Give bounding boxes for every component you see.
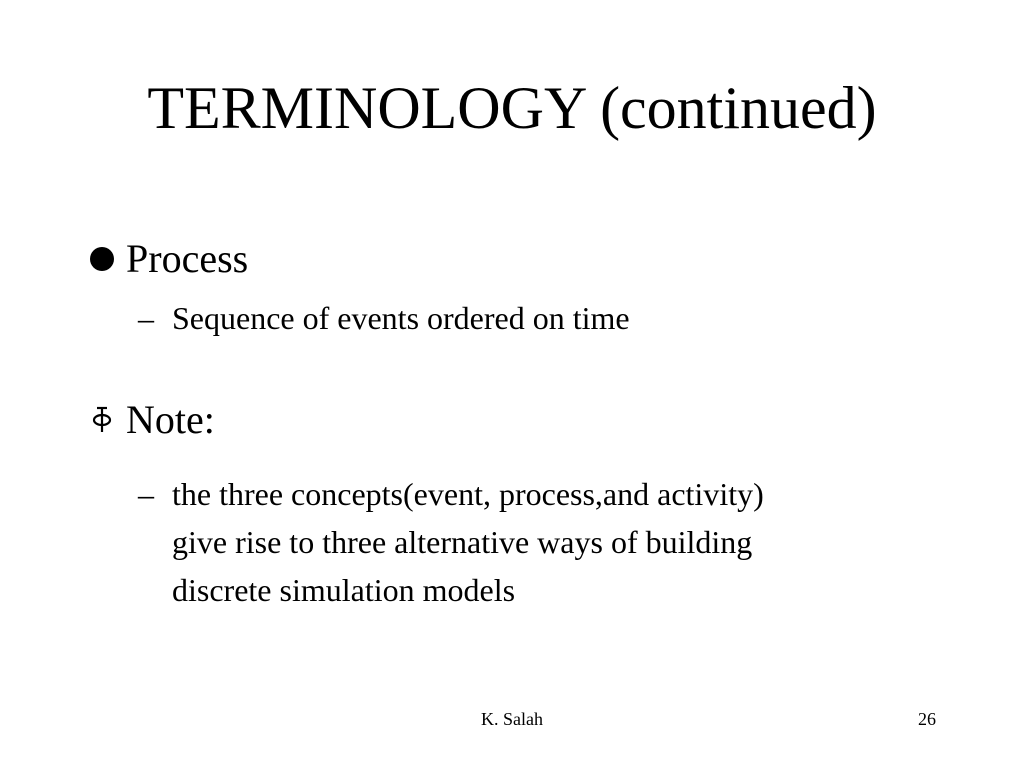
- bullet-label: Note:: [126, 397, 215, 442]
- subitem-process-definition: [138, 294, 630, 342]
- bullet-note: [90, 397, 215, 443]
- subitem-text: the three concepts(event, process,and activity): [172, 476, 764, 512]
- bullet-process: [90, 236, 248, 282]
- bullet-label: Process: [126, 236, 249, 281]
- slide-title: TERMINOLOGY (continued): [147, 75, 877, 141]
- subitem-line: [138, 294, 630, 342]
- footer-author: K. Salah: [481, 709, 543, 729]
- subitem-text: discrete simulation models: [172, 572, 516, 608]
- subitem-text: Sequence of events ordered on time: [172, 300, 630, 336]
- filled-circle-bullet-icon: [90, 236, 126, 282]
- subitem-note-detail: [138, 470, 764, 614]
- dash-marker: –: [138, 300, 154, 336]
- dash-marker: –: [138, 476, 154, 512]
- phi-bullet-icon: [90, 397, 126, 443]
- page-number: 26: [918, 709, 936, 729]
- subitem-text: give rise to three alternative ways of building: [172, 524, 753, 560]
- subitem-line: [138, 470, 764, 518]
